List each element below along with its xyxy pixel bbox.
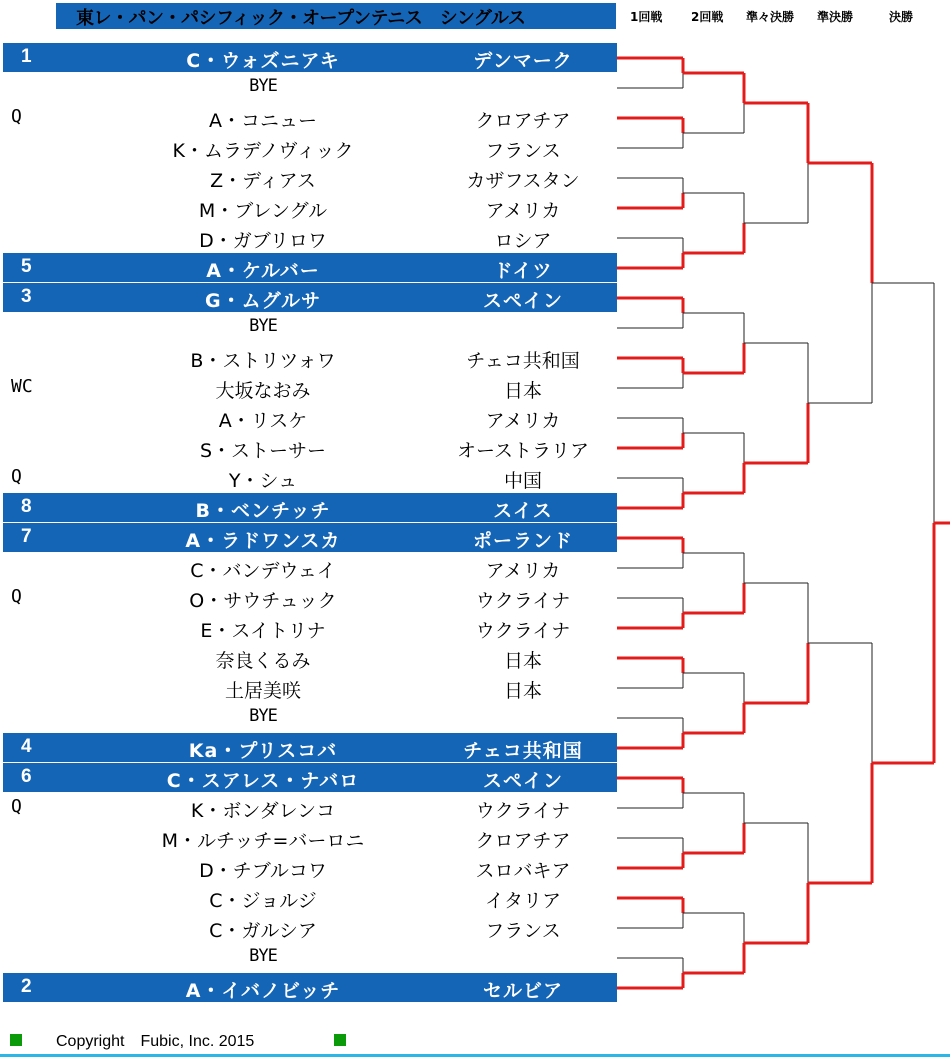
player-name: BYE bbox=[249, 946, 277, 966]
seed-tag: Q bbox=[11, 466, 22, 487]
player-name: K・ボンダレンコ bbox=[190, 800, 336, 822]
player-name: G・ムグルサ bbox=[204, 290, 322, 312]
copyright-text: Copyright Fubic, Inc. 2015 bbox=[56, 1033, 255, 1050]
player-name: K・ムラデノヴィック bbox=[172, 140, 354, 162]
seed-tag: Q bbox=[11, 586, 22, 607]
round-label-qf: 準々決勝 bbox=[746, 10, 795, 24]
player-country: フランス bbox=[485, 920, 561, 942]
player-country: 日本 bbox=[503, 680, 542, 702]
player-country: デンマーク bbox=[473, 50, 573, 72]
player-country: アメリカ bbox=[485, 410, 561, 432]
player-name: M・ルチッチ=バーロニ bbox=[161, 830, 365, 852]
player-country: スロバキア bbox=[475, 860, 571, 882]
player-country: スイス bbox=[493, 500, 553, 522]
player-name: M・ブレングル bbox=[198, 200, 328, 222]
player-name: A・ケルバー bbox=[206, 260, 320, 282]
seed-tag: 2 bbox=[21, 976, 32, 997]
player-country: チェコ共和国 bbox=[466, 350, 580, 372]
player-name: A・ラドワンスカ bbox=[185, 530, 341, 552]
player-name: O・サウチュック bbox=[189, 590, 337, 612]
footer bbox=[0, 1022, 950, 1056]
player-name: 大坂なおみ bbox=[215, 380, 311, 402]
player-name: D・ガブリロワ bbox=[199, 230, 327, 252]
player-country: ウクライナ bbox=[475, 800, 571, 822]
player-country: ウクライナ bbox=[475, 620, 571, 642]
player-country: ポーランド bbox=[472, 530, 573, 552]
footer-square-left bbox=[10, 1034, 22, 1046]
seed-tag: 7 bbox=[21, 526, 32, 547]
player-name: A・イバノビッチ bbox=[185, 980, 341, 1002]
player-name: A・コニュー bbox=[209, 110, 317, 132]
player-name: C・ジョルジ bbox=[209, 890, 317, 912]
round-label-r1: 1回戦 bbox=[630, 10, 663, 24]
player-name: A・リスケ bbox=[218, 410, 308, 432]
player-country: クロアチア bbox=[475, 110, 571, 132]
player-name: B・ストリツォワ bbox=[190, 350, 336, 372]
player-country: イタリア bbox=[484, 890, 561, 912]
player-country: セルビア bbox=[482, 980, 563, 1002]
player-country: チェコ共和国 bbox=[463, 740, 583, 762]
seed-tag: 6 bbox=[21, 766, 32, 787]
player-country: オーストラリア bbox=[456, 440, 590, 462]
player-country: クロアチア bbox=[475, 830, 571, 852]
player-name: 奈良くるみ bbox=[215, 650, 311, 672]
seed-tag: Q bbox=[11, 106, 22, 127]
seed-tag: 4 bbox=[21, 736, 32, 757]
player-country: アメリカ bbox=[485, 200, 561, 222]
footer-square-right bbox=[334, 1034, 346, 1046]
player-name: D・チブルコワ bbox=[199, 860, 327, 882]
player-country: 日本 bbox=[503, 650, 542, 672]
player-country: ロシア bbox=[494, 230, 552, 252]
round-label-r2: 2回戦 bbox=[691, 10, 724, 24]
seed-tag: 5 bbox=[21, 256, 32, 277]
player-name: BYE bbox=[249, 316, 277, 336]
player-country: アメリカ bbox=[485, 560, 561, 582]
seed-tag: 3 bbox=[21, 286, 32, 307]
player-country: 中国 bbox=[503, 470, 542, 492]
seed-tag: Q bbox=[11, 796, 22, 817]
player-country: ウクライナ bbox=[475, 590, 571, 612]
player-name: S・ストーサー bbox=[199, 440, 327, 462]
player-name: Ka・プリスコバ bbox=[188, 740, 338, 762]
round-label-sf: 準決勝 bbox=[817, 10, 854, 24]
seed-tag: WC bbox=[11, 376, 33, 397]
player-name: E・スイトリナ bbox=[200, 620, 326, 642]
player-name: C・スアレス・ナバロ bbox=[166, 770, 360, 792]
player-name: B・ベンチッチ bbox=[195, 500, 331, 522]
player-name: BYE bbox=[249, 706, 277, 726]
player-country: フランス bbox=[485, 140, 561, 162]
player-name: 土居美咲 bbox=[224, 680, 301, 702]
seed-tag: 1 bbox=[21, 46, 32, 67]
player-country: 日本 bbox=[503, 380, 542, 402]
player-country: スペイン bbox=[482, 290, 563, 312]
player-name: C・ウォズニアキ bbox=[186, 50, 340, 72]
player-country: カザフスタン bbox=[466, 170, 580, 192]
player-name: C・ガルシア bbox=[209, 920, 317, 942]
player-name: C・バンデウェイ bbox=[190, 560, 336, 582]
page-title: 東レ・パン・パシフィック・オープンテニス シングルス bbox=[76, 8, 526, 29]
player-name: Z・ディアス bbox=[210, 170, 316, 192]
player-country: スペイン bbox=[482, 770, 563, 792]
player-country: ドイツ bbox=[493, 260, 553, 282]
player-name: BYE bbox=[249, 76, 277, 96]
round-label-final: 決勝 bbox=[889, 10, 914, 24]
player-name: Y・シュ bbox=[228, 470, 298, 492]
seed-tag: 8 bbox=[21, 496, 32, 517]
